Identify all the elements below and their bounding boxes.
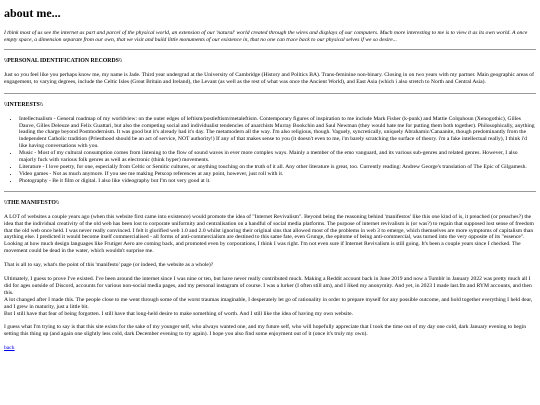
manifesto-heading: \\THE MANIFESTO\\ — [4, 199, 60, 206]
interests-heading: \\INTERESTS\\ — [4, 101, 43, 108]
manifesto-section — [4, 200, 536, 339]
manifesto-paragraph: But I still have that fear of being forgotten. I still have that long-held desire to make something of worth. And I still like the idea of having my own website. — [4, 310, 353, 317]
personal-text: Just so you feel like you perhaps know me, my name is Jade. Third year undergrad at the University of Cambridge (History and Politics BA). Trans-feminine non-binary. Closing in on two years with my partner. Main geographic areas of engagement, to varying degrees, include the Celtic Isles (Great Britain and Ireland), the Levant (as well as the rest of what was once the Ancient World), and East Asia (which i also stretch to North and Central Asia). — [4, 71, 534, 85]
back-link[interactable]: back — [4, 345, 15, 352]
interest-item-video-games: • Video games - Not as much anymore. If you see me making Petscop references at any point, however, just roll with it. — [19, 171, 536, 178]
personal-heading: \\PERSONAL IDENTIFICATION RECORDS\\ — [4, 57, 123, 64]
divider — [4, 191, 536, 192]
manifesto-paragraph: That is all to say, what's the point of this 'manifesto' page (or indeed, the website as a whole)? — [4, 262, 214, 269]
manifesto-paragraph: Ultimately, I guess to prove I've existed. I've been around the internet since I was nine or ten, but have never really contributed much. Making a Reddit account back in June 2019 and now a Tumblr in January 2022 was pretty much all I did for ages outside of Discord, accounts for various non-social media pages, and my personal instagram of course. I was a lurker (I often still am), and I liked my anonymity. And yet, in 2023 I made last.fm and RYM accounts, and then this. — [4, 276, 532, 296]
interest-item-photography: • Photography - Be it film or digital. I also like videography but I'm not very good at it. — [19, 178, 536, 185]
interest-item-music: • Music - Most of my cultural consumption comes from listening to the flow of sound waves in ever more complex ways. Mainly a member of the emo vanguard, and its various sub-genres and related genres. However, I also majorly fuck with various folk genres as well as electronic (think hyper) movements. — [19, 150, 536, 164]
page-title: about me... — [4, 6, 61, 20]
manifesto-paragraph: A lot changed after I made this. The people close to me went through some of the worst traumas imaginable, I desperately let go of rationality in order to prepare myself for any possible outcome, and hold together everything I held dear, and I grew in maturity, just a little bit. — [4, 296, 533, 310]
manifesto-paragraph: A LOT of websites a couple years ago (when this website first came into existence) would promote the idea of "Internet Revivalism". Beyond being the reasoning behind 'manifestos' like this one kind of is, it preached (or preaches?) the idea that the individual creativity of the old web has been lost to corporate uniformity and centralisation on a handful of social media platforms. The purpose of internet revivalism is (or was?) to regain that supposed lost sense of freedom that the old web once held. I was never really convinced. I felt it glorified web 1.0 and 2.0 whilst ignoring their original sins that allowed most of the problems in web 3 to emerge, which themselves are more symptoms of capitalism than anything else. I predicted it would become itself commercialised - all forms of anti-commercialism are destined to this same fate, even Grunge, the epitome of being anti-commercial, was turned into the very opposite of its "essence". Looking at how much design languages like Frutiger Aero are coming back, and promoted even by corporations, I think I was right. I'm not even sure if Internet Revivalism is still going. It's been a couple years since I checked. The movement could be dead in the water, which wouldn't surprise me. — [4, 213, 534, 255]
interests-list — [4, 116, 536, 185]
personal-section — [4, 58, 536, 86]
interest-item-intellectualism: • Intellectualism - General roadmap of my worldview: on the outer edges of leftism/postleftism/metaleftism. Contemporary figures of inspiration to me include Mark Fisher (k-punk) and Mattie Colquhoun (Xenogothic), Gilles Dauve, Gilles Deleuze and Felix Guattari, but also the competing social and individualist tendencies of anarchists Murray Bookchin and Saul Newman (they would hate me for putting them both together). Philosophically, anything leading the charge beyond Postmodernism. It was good but it's already had it's day. The metamodern all the way. I'm also religious, though. Vaguely, syncretically, uniquely Abrahamic/Canaanite, though predominantly from the independent Catholic tradition (Priesthood should be an act of service, NOT authority!) If any of that makes sense to you (it doesn't even to me, i'm barely scratching the surface of theory. i'm a fake intellectual really), I think i'd like having conversations with you. — [19, 116, 536, 151]
divider — [4, 49, 536, 50]
interest-item-literature: • Literature - I love poetry, for one, especially from Celtic or Semitic cultures, or anything touching on the truth of it all. Any other literature is great, too. Currently reading: Andrew George's translation of The Epic of Gilgamesh. — [19, 164, 536, 171]
manifesto-paragraph: I guess what I'm trying to say is that this site exists for the sake of my younger self, who always wanted one, and my future self, who will hopefully appreciate that I took the time out of my day one cold, dark January evening to begin setting this thing up (and again one slightly less cold, dark December evening to try again). I hope you also find some enjoyment out of it (once it's truly my own). — [4, 324, 527, 338]
intro-text: I think most of us see the internet as part and parcel of the physical world, an extension of our 'natural' world created through the wires and displays of our computers. Much more interesting to me is to view it as its own world. A once empty space, a dimension separate from our own, that we visit and build little monuments of our existence in, that no one can trace back to our physical selves if we so desire... — [4, 30, 528, 43]
divider — [4, 93, 536, 94]
interests-section — [4, 102, 536, 185]
